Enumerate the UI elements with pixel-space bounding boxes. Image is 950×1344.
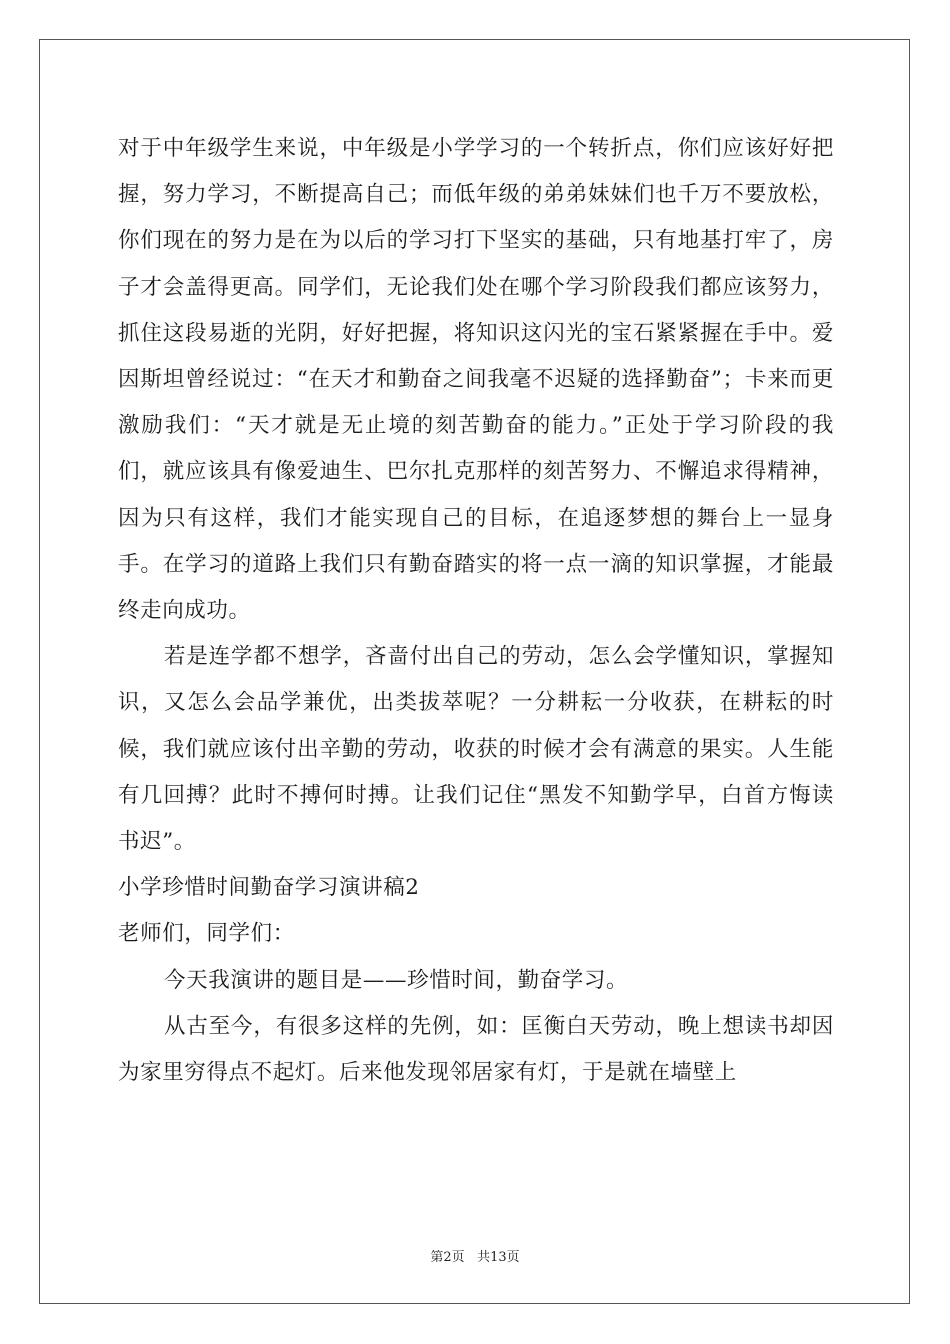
page-total: 共13页: [477, 1250, 520, 1265]
paragraph-2: 若是连学都不想学，吝啬付出自己的劳动，怎么会学懂知识，掌握知识，又怎么会品学兼优，出类拔萃呢？一分耕耘一分收获，在耕耘的时候，我们就应该付出辛勤的劳动，收获的时候才会有满意的果实。人生能有几回搏？此时不搏何时搏。让我们记住“黑发不知勤学早，白首方悔读书迟”。: [118, 644, 834, 855]
paragraph-4: 从古至今，有很多这样的先例，如：匡衡白天劳动，晚上想读书却因为家里穷得点不起灯。后来他发现邻居家有灯，于是就在墙壁上: [118, 1013, 834, 1086]
page-footer: [0, 1246, 950, 1265]
greeting: 老师们，同学们：: [118, 921, 295, 947]
page-number: 第2页: [430, 1250, 465, 1265]
document-body: [118, 126, 834, 1096]
paragraph-3: 今天我演讲的题目是——珍惜时间，勤奋学习。: [164, 967, 629, 993]
paragraph-1: 对于中年级学生来说，中年级是小学学习的一个转折点，你们应该好好把握，努力学习，不断提高自己；而低年级的弟弟妹妹们也千万不要放松，你们现在的努力是在为以后的学习打下坚实的基础，只有地基打牢了，房子才会盖得更高。同学们，无论我们处在哪个学习阶段我们都应该努力，抓住这段易逝的光阴，好好把握，将知识这闪光的宝石紧紧握在手中。爱因斯坦曾经说过：“在天才和勤奋之间我毫不迟疑的选择勤奋”；卡来而更激励我们：“天才就是无止境的刻苦勤奋的能力。”正处于学习阶段的我们，就应该具有像爱迪生、巴尔扎克那样的刻苦努力、不懈追求得精神，因为只有这样，我们才能实现自己的目标，在追逐梦想的舞台上一显身手。在学习的道路上我们只有勤奋踏实的将一点一滴的知识掌握，才能最终走向成功。: [118, 136, 834, 624]
section-title: 小学珍惜时间勤奋学习演讲稿2: [118, 875, 420, 901]
